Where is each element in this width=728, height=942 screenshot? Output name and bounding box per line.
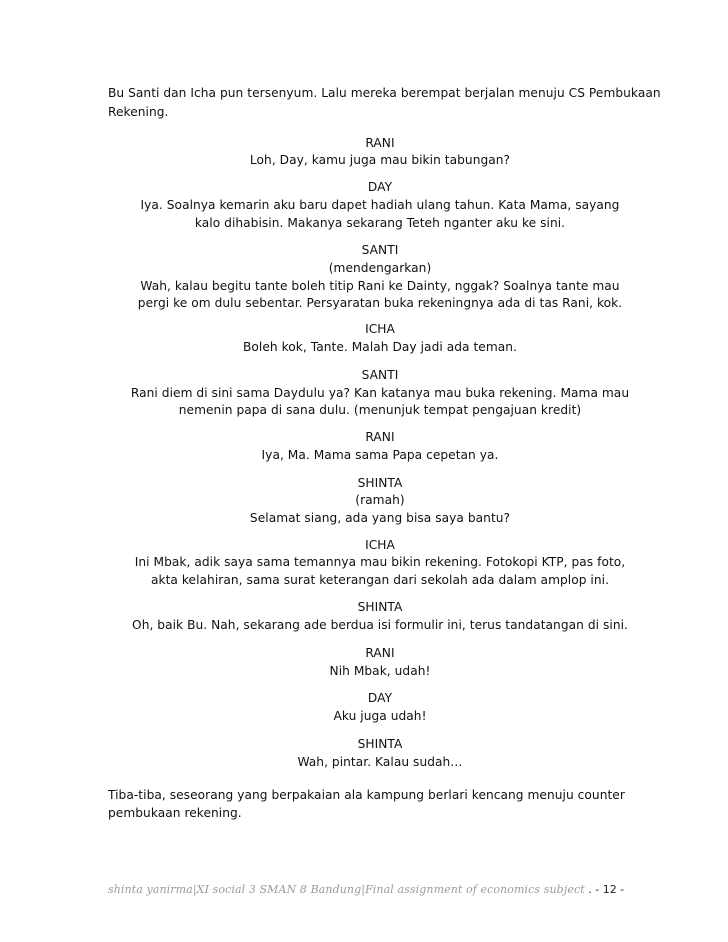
character-name: RANI (365, 430, 395, 444)
character-name: SANTI (361, 243, 399, 257)
dialogue-line: Loh, Day, kamu juga mau bikin tabungan? (249, 153, 511, 167)
dialogue-line: Nih Mbak, udah! (329, 664, 431, 678)
dialogue-line: nemenin papa di sana dulu. (menunjuk tempat pengajuan kredit) (178, 403, 582, 417)
character-name: SHINTA (357, 737, 403, 751)
character-name: DAY (367, 180, 393, 194)
character-name: SHINTA (357, 476, 403, 490)
dialogue-line: Iya, Ma. Mama sama Papa cepetan ya. (261, 448, 499, 462)
character-name: RANI (365, 136, 395, 150)
action-line: Rekening. (108, 105, 169, 119)
dialogue-line: Wah, kalau begitu tante boleh titip Rani ke Dainty, nggak? Soalnya tante mau (140, 279, 620, 293)
dialogue-line: Aku juga udah! (333, 709, 427, 723)
dialogue-line: Oh, baik Bu. Nah, sekarang ade berdua isi formulir ini, terus tandatangan di sini. (132, 618, 628, 632)
dialogue-line: kalo dihabisin. Makanya sekarang Teteh nganter aku ke sini. (194, 216, 566, 230)
dialogue-line: Iya. Soalnya kemarin aku baru dapet hadiah ulang tahun. Kata Mama, sayang (140, 198, 620, 212)
action-line: pembukaan rekening. (108, 806, 242, 820)
parenthetical: (ramah) (355, 493, 405, 507)
dialogue-line: akta kelahiran, sama surat keterangan dari sekolah ada dalam amplop ini. (150, 573, 610, 587)
parenthetical: (mendengarkan) (328, 261, 432, 275)
dialogue-line: Rani diem di sini sama Daydulu ya? Kan katanya mau buka rekening. Mama mau (130, 386, 630, 400)
character-name: ICHA (365, 538, 395, 552)
dialogue-line: Ini Mbak, adik saya sama temannya mau bikin rekening. Fotokopi KTP, pas foto, (134, 555, 626, 569)
character-name: DAY (367, 691, 393, 705)
character-name: SHINTA (357, 600, 403, 614)
dialogue-line: pergi ke om dulu sebentar. Persyaratan buka rekeningnya ada di tas Rani, kok. (137, 296, 623, 310)
page-footer (108, 882, 624, 898)
action-line: Tiba-tiba, seseorang yang berpakaian ala kampung berlari kencang menuju counter (108, 788, 625, 802)
dialogue-line: Wah, pintar. Kalau sudah… (297, 755, 463, 769)
dialogue-line: Selamat siang, ada yang bisa saya bantu? (249, 511, 511, 525)
character-name: ICHA (365, 322, 395, 336)
character-name: RANI (365, 646, 395, 660)
page-number: . - 12 - (588, 883, 625, 896)
character-name: SANTI (361, 368, 399, 382)
footer-credit: shinta yanirma|XI social 3 SMAN 8 Bandung|Final assignment of economics subject (108, 883, 585, 896)
dialogue-line: Boleh kok, Tante. Malah Day jadi ada teman. (243, 340, 517, 354)
action-line: Bu Santi dan Icha pun tersenyum. Lalu mereka berempat berjalan menuju CS Pembukaan (108, 86, 661, 100)
